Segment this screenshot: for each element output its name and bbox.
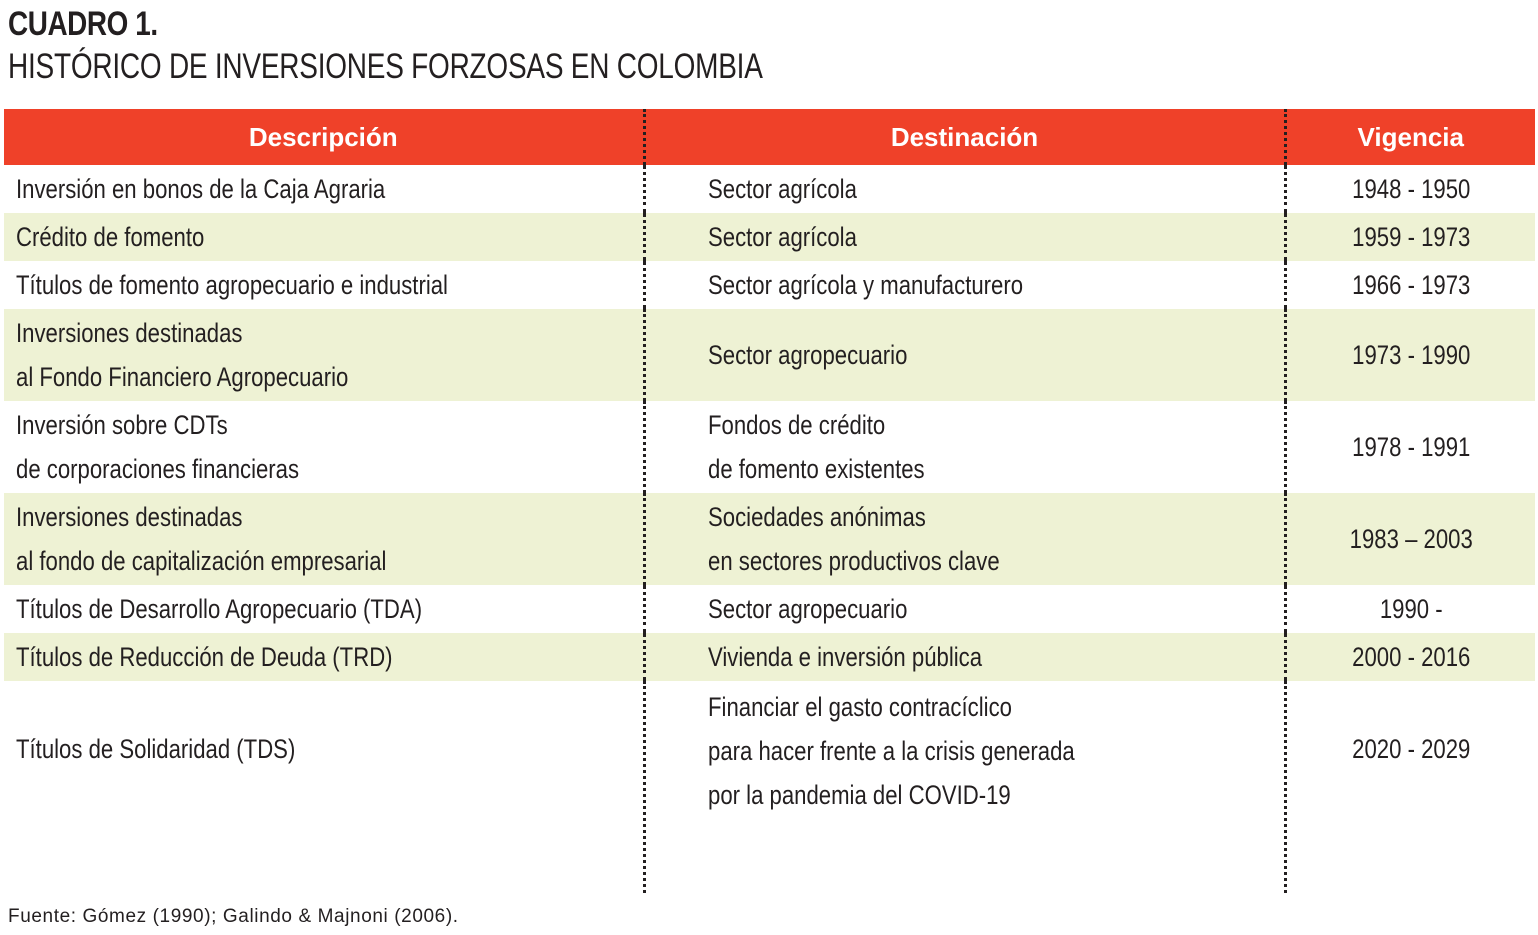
cell-line: Títulos de fomento agropecuario e industrial: [16, 270, 448, 300]
cell-destinacion: [644, 585, 1285, 633]
cell-destinacion: [644, 165, 1285, 213]
cell-line: de fomento existentes: [707, 454, 925, 484]
cell-vigencia: 1948 - 1950: [1285, 165, 1535, 213]
cell-line: de corporaciones financieras: [16, 454, 300, 484]
table-label: CUADRO 1.: [8, 5, 158, 43]
cell-descripcion: [4, 401, 644, 493]
cell-destinacion: [644, 493, 1285, 585]
cell-line: al fondo de capitalización empresarial: [16, 546, 387, 576]
table-row: [4, 165, 1535, 213]
investments-table: [4, 109, 1535, 893]
cell-destinacion: [644, 681, 1285, 893]
cell-line: para hacer frente a la crisis generada: [707, 736, 1075, 766]
cell-line: Títulos de Reducción de Deuda (TRD): [16, 642, 393, 672]
table-row: [4, 401, 1535, 493]
cell-vigencia: 2020 - 2029: [1285, 681, 1535, 893]
cell-descripcion: [4, 585, 644, 633]
cell-destinacion: [644, 309, 1285, 401]
table-row: [4, 213, 1535, 261]
cell-line: Inversión sobre CDTs: [16, 410, 228, 440]
header-destinacion: Destinación: [644, 109, 1285, 165]
cell-vigencia: 1978 - 1991: [1285, 401, 1535, 493]
cell-line: Sector agrícola y manufacturero: [707, 270, 1023, 300]
table-row: [4, 261, 1535, 309]
cell-destinacion: [644, 633, 1285, 681]
cell-line: Sector agrícola: [707, 222, 857, 252]
cell-vigencia: 2000 - 2016: [1285, 633, 1535, 681]
cell-descripcion: [4, 493, 644, 585]
cell-descripcion: [4, 261, 644, 309]
cell-descripcion: [4, 309, 644, 401]
header-descripcion: Descripción: [4, 109, 644, 165]
cell-vigencia: 1990 -: [1285, 585, 1535, 633]
table-row: [4, 493, 1535, 585]
cell-line: Títulos de Desarrollo Agropecuario (TDA): [16, 594, 423, 624]
cell-destinacion: [644, 213, 1285, 261]
cell-line: por la pandemia del COVID-19: [707, 780, 1011, 810]
cell-vigencia: 1973 - 1990: [1285, 309, 1535, 401]
cell-line: Sector agrícola: [707, 174, 857, 204]
cell-line: Sociedades anónimas: [707, 502, 926, 532]
cell-line: Inversiones destinadas: [16, 502, 243, 532]
table-row: [4, 681, 1535, 893]
table-header-row: [4, 109, 1535, 165]
cell-line: Fondos de crédito: [707, 410, 885, 440]
table-row: [4, 585, 1535, 633]
table-title: HISTÓRICO DE INVERSIONES FORZOSAS EN COLOMBIA: [8, 47, 763, 86]
cell-line: Vivienda e inversión pública: [707, 642, 982, 672]
cell-line: Inversión en bonos de la Caja Agraria: [16, 174, 386, 204]
cell-descripcion: [4, 213, 644, 261]
cell-line: Sector agropecuario: [707, 594, 907, 624]
cell-line: en sectores productivos clave: [707, 546, 1000, 576]
table-row: [4, 633, 1535, 681]
cell-vigencia: 1966 - 1973: [1285, 261, 1535, 309]
cell-destinacion: [644, 401, 1285, 493]
cell-line: al Fondo Financiero Agropecuario: [16, 362, 349, 392]
cell-line: Sector agropecuario: [707, 340, 907, 370]
cell-descripcion: [4, 633, 644, 681]
cell-vigencia: 1983 – 2003: [1285, 493, 1535, 585]
cell-descripcion: [4, 681, 644, 893]
cell-destinacion: [644, 261, 1285, 309]
cell-descripcion: [4, 165, 644, 213]
cell-line: Títulos de Solidaridad (TDS): [16, 734, 296, 764]
cell-line: Inversiones destinadas: [16, 318, 243, 348]
cell-vigencia: 1959 - 1973: [1285, 213, 1535, 261]
table-row: [4, 309, 1535, 401]
source-note: Fuente: Gómez (1990); Galindo & Majnoni (2006).: [8, 906, 459, 927]
header-vigencia: Vigencia: [1285, 109, 1535, 165]
title-block: [8, 4, 1528, 90]
cell-line: Crédito de fomento: [16, 222, 205, 252]
cell-line: Financiar el gasto contracíclico: [707, 692, 1012, 722]
